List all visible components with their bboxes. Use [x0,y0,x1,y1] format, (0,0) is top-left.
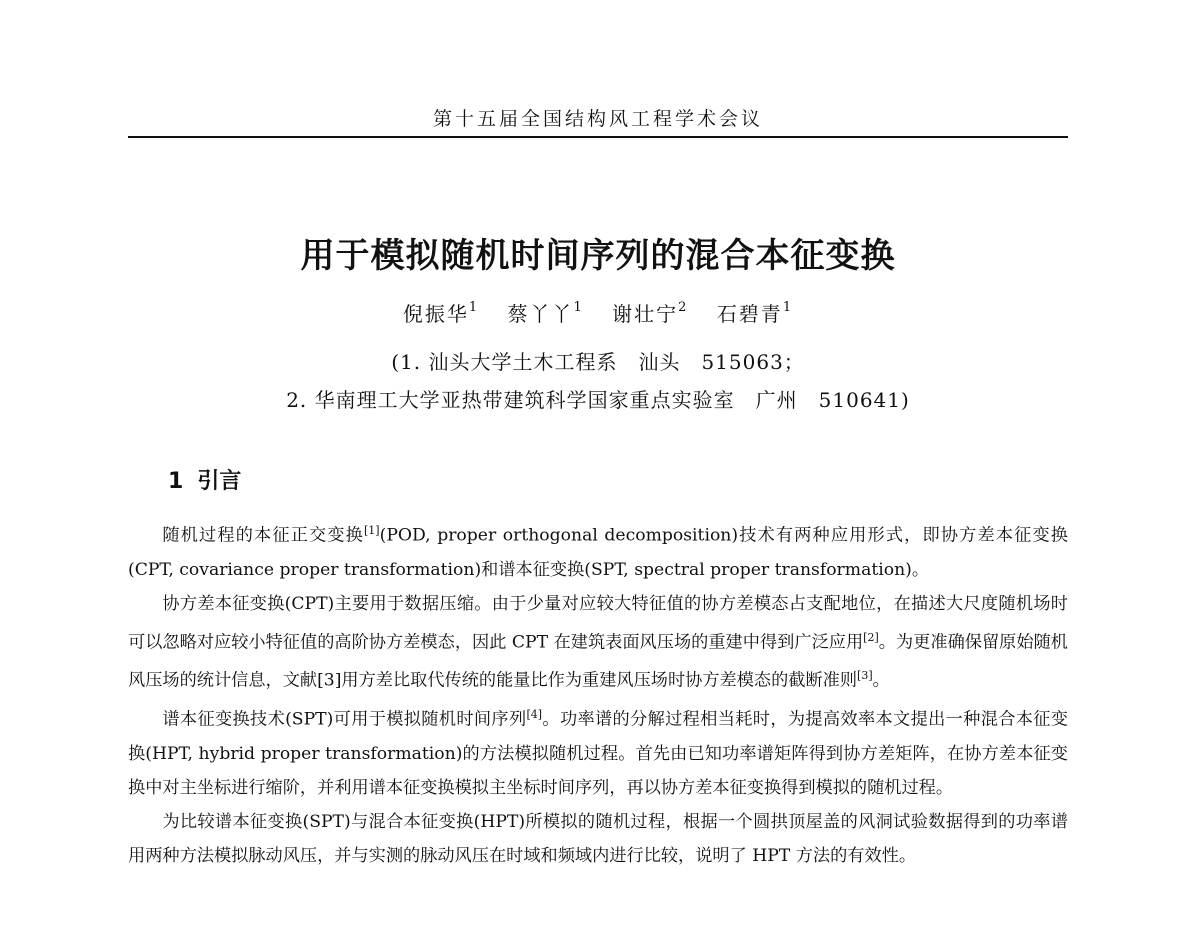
section-heading [168,464,241,495]
affiliation-mark: 1 [782,300,794,316]
text-run: 。功率谱的分解过程相当耗时，为提高效率本文提出一种混合本征变换(HPT, hybrid proper transformation)的方法模拟随机过程。首先由已知功率谱矩阵得到协方差矩阵，在协方差本征变换中对主坐标进行缩阶，并利用谱本征变换模拟主坐标时间序列，再以协方差本征变换得到模拟的随机过程。 [128,709,1068,798]
affiliation-line-2: 2. 华南理工大学亚热带建筑科学国家重点实验室 广州 510641) [286,388,910,412]
citation: [3] [857,669,873,683]
text-run: 。为更准确保留原始随机风压场的统计信息，文献[3]用方差比取代传统的能量比作为重建风压场时协方差模态的截断准则 [128,632,1068,692]
citation: [1] [364,524,380,537]
section-title: 引言 [197,469,242,494]
author-name: 倪振华 [402,302,469,326]
affiliation-mark: 2 [678,300,689,316]
affiliation-line-1: (1. 汕头大学土木工程系 汕头 515063； [391,350,805,374]
text-run: (POD, proper orthogonal decomposition)技术有两种应用形式，即协方差本征变换(CPT, covariance proper transformation)和谱本征变换(SPT, spectral proper transformation)。 [128,525,1068,580]
author [717,302,793,326]
running-header: 第十五届全国结构风工程学术会议 [432,108,763,130]
author-name: 谢壮宁 [612,302,679,326]
paragraph-1 [128,514,1068,587]
author [508,302,584,326]
author [403,302,479,326]
text-run: 随机过程的本征正交变换 [162,525,365,546]
text-run: 。 [872,671,890,692]
text-run: 为比较谱本征变换(SPT)与混合本征变换(HPT)所模拟的随机过程，根据一个圆拱顶屋盖的风洞试验数据得到的功率谱用两种方法模拟脉动风压，并与实测的脉动风压在时域和频域内进行比较，说明了 HPT 方法的有效性。 [128,811,1068,866]
body-text [128,514,1068,873]
citation: [4] [526,708,543,722]
header-rule [128,136,1068,138]
affiliation-mark: 1 [468,300,480,316]
paragraph-3 [128,698,1068,805]
author-name: 石碧青 [716,302,783,326]
section-number: 1 [168,469,184,494]
text-run: 谱本征变换技术(SPT)可用于模拟随机时间序列 [162,709,527,730]
paragraph-2 [128,587,1068,698]
affiliation-mark: 1 [573,300,584,316]
paper-title: 用于模拟随机时间序列的混合本征变换 [300,236,896,276]
author-list [128,298,1068,327]
author [612,302,688,326]
text-run: 协方差本征变换(CPT)主要用于数据压缩。由于少量对应较大特征值的协方差模态占支配地位，在描述大尺度随机场时可以忽略对应较小特征值的高阶协方差模态，因此 CPT 在建筑表面风压场的重建中得到广泛应用 [128,593,1068,653]
paragraph-4 [128,805,1068,873]
author-name: 蔡丫丫 [507,302,574,326]
citation: [2] [863,630,879,644]
